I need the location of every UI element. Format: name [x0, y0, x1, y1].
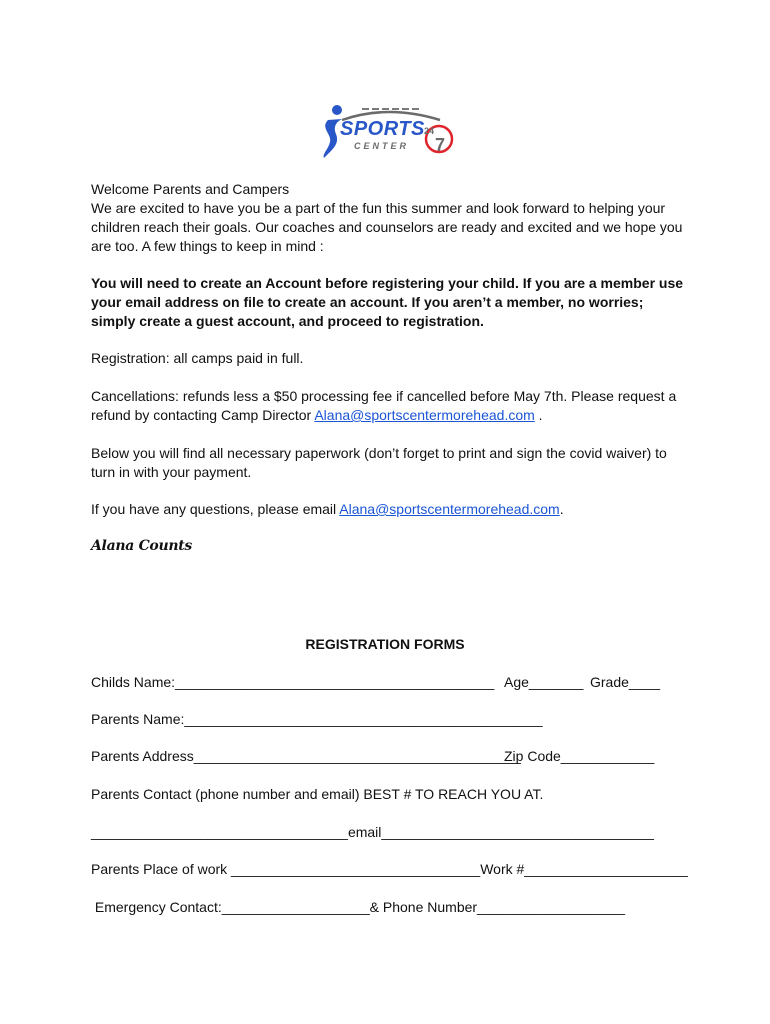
- logo-sub-text: CENTER: [354, 141, 410, 151]
- logo-speed-lines: [362, 108, 419, 110]
- cancellation-suffix: .: [534, 407, 543, 423]
- paperwork-note: Below you will find all necessary paperwork (don’t forget to print and sign the covid waiver) to turn in with your payment.: [91, 445, 667, 480]
- grade-field: Grade____: [590, 674, 661, 690]
- logo-badge-number: 7: [435, 135, 446, 155]
- parents-address-field: Parents Address__________________________________________: [91, 748, 521, 764]
- form-title: REGISTRATION FORMS: [305, 636, 465, 652]
- account-note: You will need to create an Account before registering your child. If you are a member use your email address on file to create an account. If you aren’t a member, no worries; simply create a guest account, and proceed to registration.: [91, 275, 684, 329]
- logo-runner-head: [332, 105, 342, 115]
- cancellation-email-link[interactable]: Alana@sportscentermorehead.com: [314, 407, 535, 423]
- childs-name-field: Childs Name:_________________________________________: [91, 674, 495, 690]
- questions-note: [91, 500, 564, 519]
- logo-main-text: SPORTS: [340, 118, 425, 140]
- registration-note: Registration: all camps paid in full.: [91, 350, 304, 366]
- zip-code-field: Zip Code____________: [504, 748, 655, 764]
- sports-center-logo: [318, 100, 458, 164]
- age-field: Age_______: [504, 674, 584, 690]
- place-of-work-field: Parents Place of work ________________________________Work #_____________________: [91, 861, 688, 877]
- cancellation-note: [91, 387, 691, 425]
- contact-email-line: _________________________________email___________________________________: [91, 824, 654, 840]
- cancellation-text: Cancellations: refunds less a $50 processing fee if cancelled before May 7th. Please request a refund by contacting Camp Director: [91, 388, 677, 423]
- greeting: Welcome Parents and Campers: [91, 181, 290, 197]
- questions-suffix: .: [559, 501, 564, 517]
- signature: Alana Counts: [91, 538, 192, 554]
- parents-name-field: Parents Name:______________________________________________: [91, 711, 543, 727]
- questions-email-link[interactable]: Alana@sportscentermorehead.com: [339, 501, 560, 517]
- logo-badge-text: 24: [424, 126, 435, 136]
- questions-text: If you have any questions, please email: [91, 501, 340, 517]
- parents-contact-label: Parents Contact (phone number and email) BEST # TO REACH YOU AT.: [91, 786, 544, 802]
- emergency-contact-field: Emergency Contact:___________________& Phone Number___________________: [91, 899, 625, 915]
- intro-paragraph: We are excited to have you be a part of the fun this summer and look forward to helping your children reach their goals. Our coaches and counselors are ready and excited and we hope you are too. A few things to keep in mind :: [91, 200, 683, 254]
